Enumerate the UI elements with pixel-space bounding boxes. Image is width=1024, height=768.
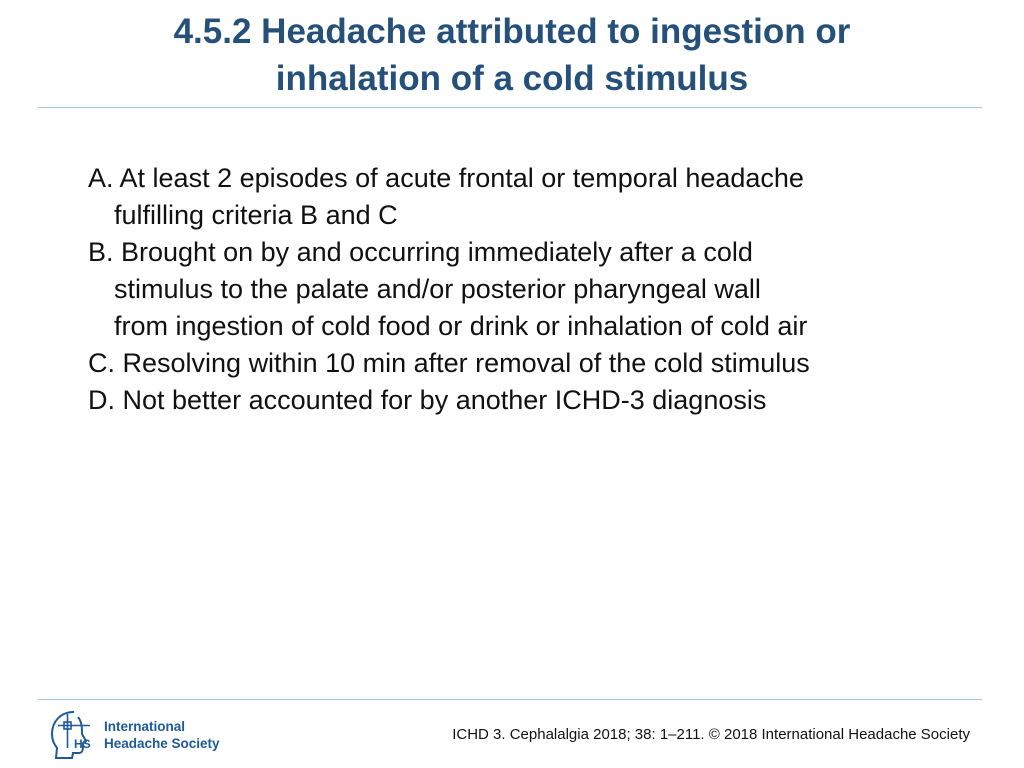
title-divider — [38, 107, 982, 108]
criterion-c — [88, 345, 968, 382]
criterion-line: stimulus to the palate and/or posterior pharyngeal wall — [114, 274, 761, 304]
criterion-line: from ingestion of cold food or drink or inhalation of cold air — [114, 311, 808, 341]
criterion-line: D. Not better accounted for by another ICHD-3 diagnosis — [88, 385, 767, 415]
criterion-line: B. Brought on by and occurring immediately after a cold — [88, 237, 753, 267]
logo-line-2: Headache Society — [104, 736, 220, 751]
criteria-list — [88, 160, 968, 419]
slide-title-line-2: inhalation of a cold stimulus — [275, 59, 749, 98]
criterion-a — [88, 160, 968, 234]
criterion-d — [88, 382, 968, 419]
criterion-line: fulfilling criteria B and C — [114, 200, 398, 230]
slide-title-line-1: 4.5.2 Headache attributed to ingestion or — [173, 12, 851, 51]
svg-text:HS: HS — [74, 737, 91, 751]
citation-text: ICHD 3. Cephalalgia 2018; 38: 1–211. © 2018 International Headache Society — [452, 726, 970, 743]
criterion-b — [88, 234, 968, 345]
ihs-logo — [44, 708, 234, 762]
logo-line-1: International — [104, 719, 186, 734]
slide-title — [60, 8, 964, 102]
footer-divider — [38, 699, 982, 700]
criterion-line: A. At least 2 episodes of acute frontal or temporal headache — [88, 163, 804, 193]
head-profile-icon — [44, 708, 100, 762]
criterion-line: C. Resolving within 10 min after removal of the cold stimulus — [88, 348, 810, 378]
logo-wordmark — [104, 718, 220, 752]
